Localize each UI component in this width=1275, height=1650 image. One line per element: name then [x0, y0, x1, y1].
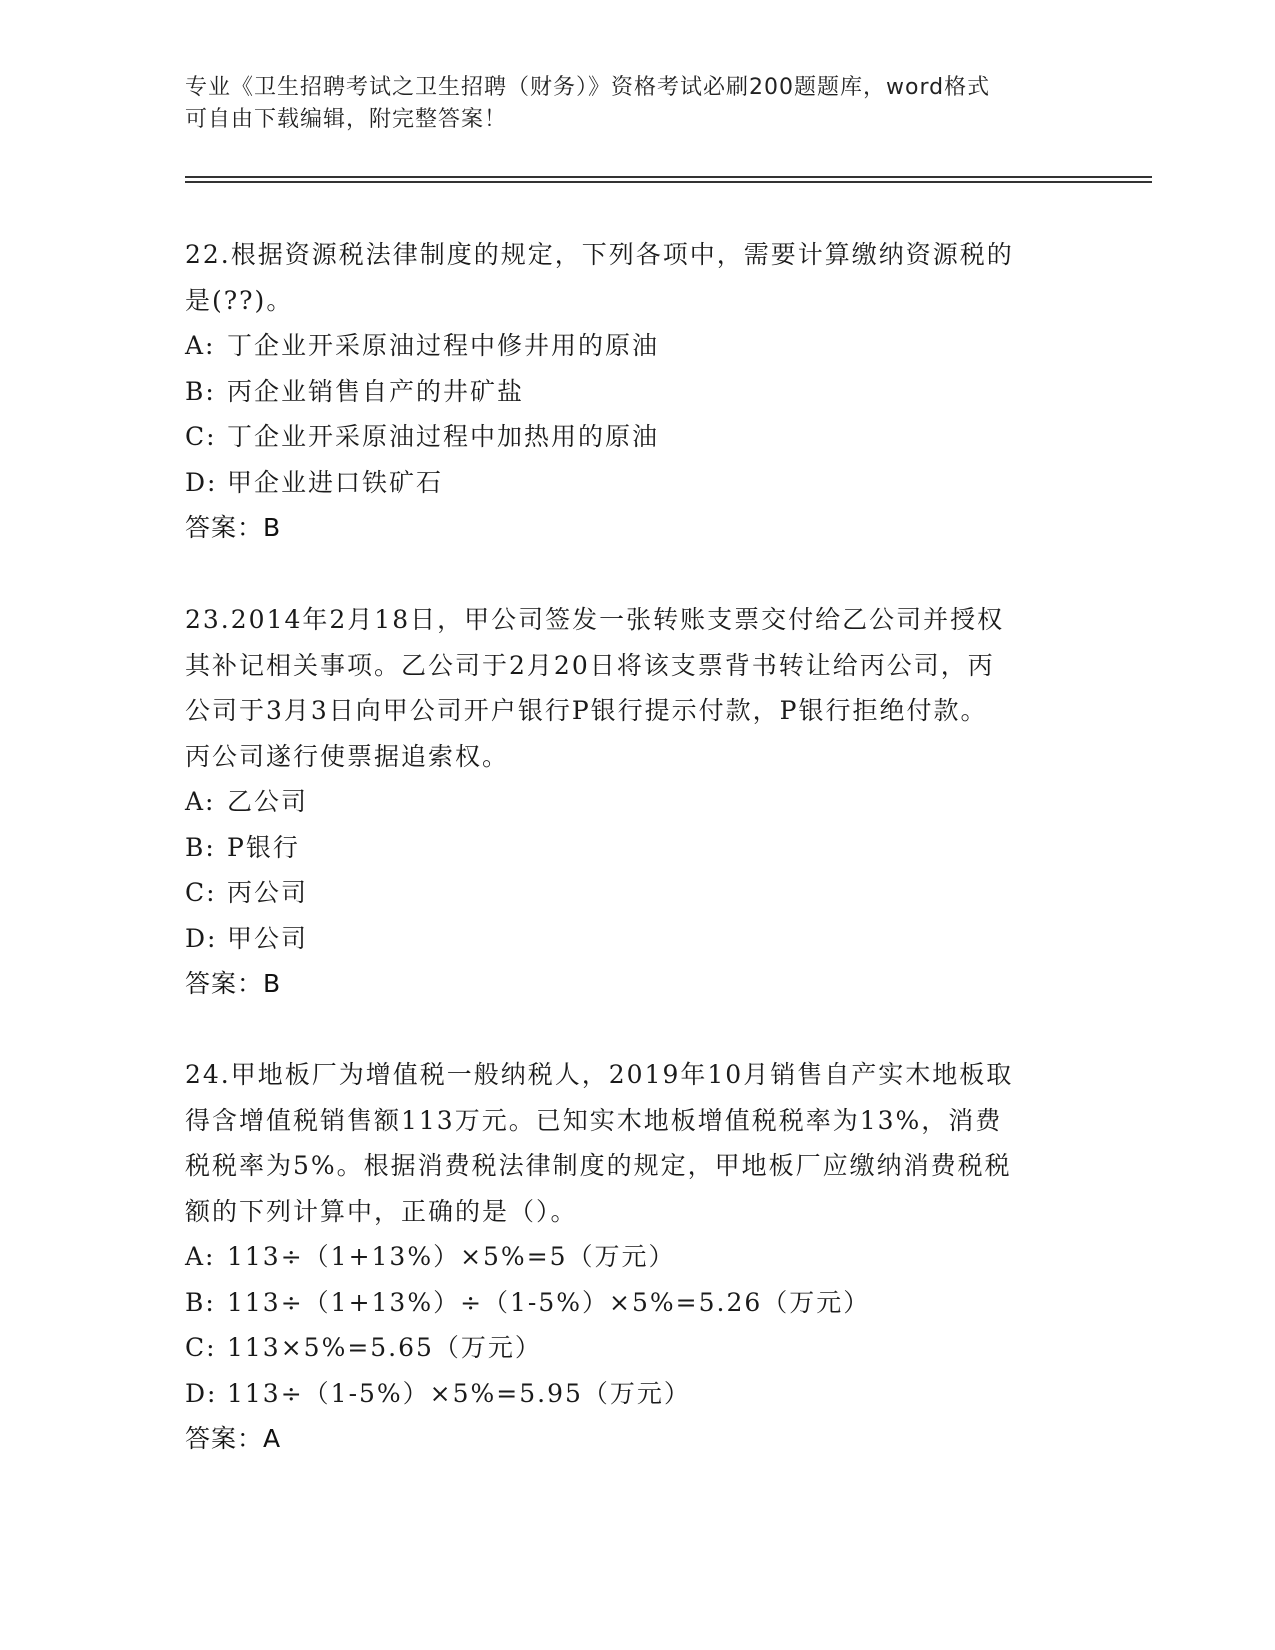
- option-text: P银行: [227, 832, 300, 862]
- option-text: 乙公司: [227, 787, 309, 816]
- option-text: 113×5%=5.65（万元）: [227, 1333, 542, 1362]
- option-letter: D:: [185, 467, 218, 497]
- answer-line: 答案：B: [185, 513, 282, 542]
- option-letter: A:: [185, 331, 216, 360]
- header-divider-bottom: [185, 181, 1152, 183]
- question-line: 丙公司遂行使票据追索权。: [185, 741, 510, 771]
- option-letter: C:: [185, 422, 217, 451]
- option-letter: B:: [185, 376, 216, 406]
- question-line: 公司于3月3日向甲公司开户银行P银行提示付款，P银行拒绝付款。: [185, 696, 988, 725]
- option-text: 甲企业进口铁矿石: [227, 467, 444, 497]
- question-23: [185, 597, 1085, 1007]
- option-letter: A:: [185, 1242, 216, 1271]
- option-c: [185, 414, 1085, 460]
- question-line: 22.根据资源税法律制度的规定，下列各项中，需要计算缴纳资源税的: [185, 240, 1014, 269]
- answer-line: 答案：A: [185, 1424, 282, 1453]
- answer-line: 答案：B: [185, 969, 282, 998]
- option-text: 113÷（1+13%）×5%=5（万元）: [227, 1242, 676, 1271]
- option-a: [185, 779, 1085, 825]
- question-line: 是(??)。: [185, 285, 294, 315]
- option-letter: B:: [185, 1287, 216, 1317]
- question-text: [185, 597, 1085, 779]
- option-d: [185, 1371, 1085, 1417]
- option-text: 丁企业开采原油过程中加热用的原油: [227, 422, 660, 451]
- question-text: [185, 232, 1085, 323]
- question-line: 额的下列计算中，正确的是（）。: [185, 1196, 578, 1226]
- option-letter: B:: [185, 832, 216, 862]
- question-24: [185, 1052, 1085, 1462]
- option-d: [185, 460, 1085, 506]
- question-line: 得含增值税销售额113万元。已知实木地板增值税税率为13%，消费: [185, 1105, 1003, 1135]
- question-22: [185, 232, 1085, 551]
- question-line: 24.甲地板厂为增值税一般纳税人，2019年10月销售自产实木地板取: [185, 1060, 1014, 1089]
- option-letter: C:: [185, 1333, 217, 1362]
- option-b: [185, 825, 1085, 871]
- question-line: 其补记相关事项。乙公司于2月20日将该支票背书转让给丙公司，丙: [185, 650, 995, 680]
- option-b: [185, 369, 1085, 415]
- option-b: [185, 1280, 1085, 1326]
- option-text: 113÷（1+13%）÷（1-5%）×5%=5.26（万元）: [227, 1287, 871, 1317]
- option-c: [185, 870, 1085, 916]
- option-text: 113÷（1-5%）×5%=5.95（万元）: [227, 1378, 691, 1408]
- option-a: [185, 1234, 1085, 1280]
- option-text: 丙企业销售自产的井矿盐: [227, 376, 525, 406]
- option-letter: D:: [185, 1378, 218, 1408]
- option-text: 丙公司: [227, 878, 309, 907]
- option-c: [185, 1325, 1085, 1371]
- question-text: [185, 1052, 1085, 1234]
- question-line: 23.2014年2月18日，甲公司签发一张转账支票交付给乙公司并授权: [185, 605, 1005, 634]
- option-d: [185, 916, 1085, 962]
- option-letter: C:: [185, 878, 217, 907]
- option-letter: D:: [185, 923, 218, 953]
- header-line-1: 专业《卫生招聘考试之卫生招聘（财务）》资格考试必刷200题题库，word格式: [185, 75, 991, 100]
- option-a: [185, 323, 1085, 369]
- option-letter: A:: [185, 787, 216, 816]
- option-text: 丁企业开采原油过程中修井用的原油: [227, 331, 660, 360]
- option-text: 甲公司: [227, 923, 309, 953]
- question-line: 税税率为5%。根据消费税法律制度的规定，甲地板厂应缴纳消费税税: [185, 1151, 1012, 1180]
- header-line-2: 可自由下载编辑，附完整答案！: [185, 107, 508, 132]
- document-header: [185, 72, 1085, 136]
- header-divider-top: [185, 176, 1152, 178]
